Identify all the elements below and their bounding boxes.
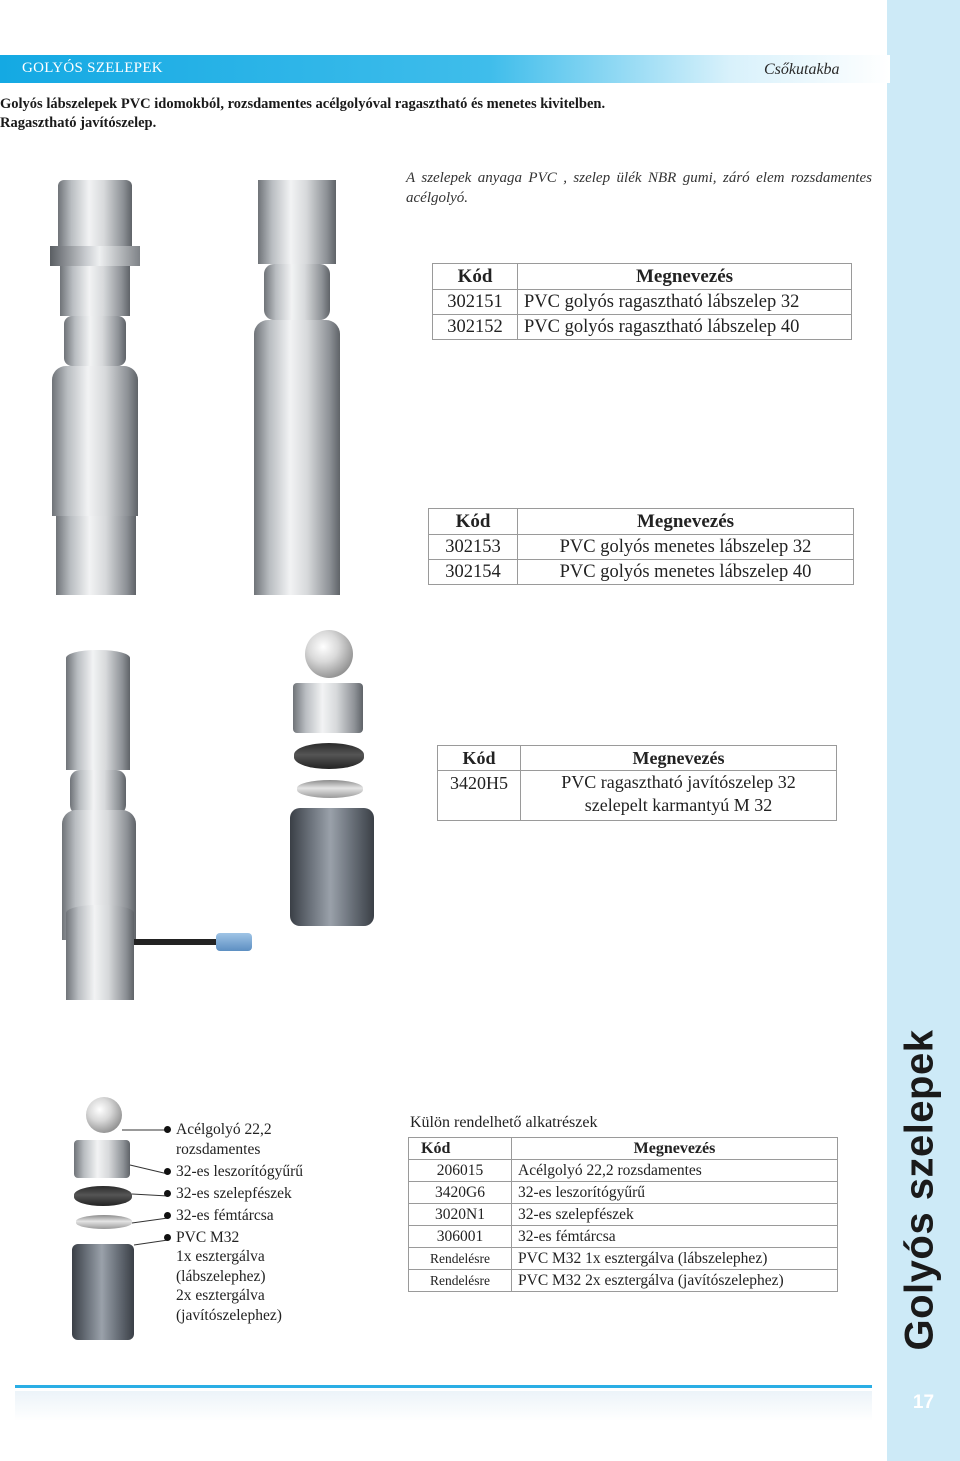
table-row — [409, 1204, 838, 1226]
list-image-steel-ball — [86, 1097, 122, 1133]
spare-code: 306001 — [409, 1226, 512, 1248]
table1-header-name: Megnevezés — [518, 264, 852, 290]
part-sub-label: 2x esztergálva — [176, 1287, 265, 1304]
spare-header-code: Kód — [409, 1138, 512, 1160]
table2-code: 302154 — [429, 560, 518, 585]
section-side-label: Golyós szelepek — [897, 1029, 942, 1351]
spare-name: 32-es szelepfészek — [512, 1204, 838, 1226]
list-item — [164, 1184, 364, 1204]
spare-name: PVC M32 1x esztergálva (lábszelephez) — [512, 1248, 838, 1270]
table-row — [409, 1182, 838, 1204]
table-row — [409, 1226, 838, 1248]
product-image-glued-foot-valve — [50, 180, 140, 595]
image-steel-ball — [305, 630, 353, 678]
spare-header-name: Megnevezés — [512, 1138, 838, 1160]
image-pipe-with-probe — [66, 905, 256, 1000]
spare-parts-title: Külön rendelhető alkatrészek — [410, 1114, 598, 1131]
image-pvc-m32 — [290, 808, 374, 926]
list-item — [164, 1162, 364, 1182]
table-row — [429, 535, 854, 560]
list-item — [164, 1120, 364, 1159]
part-sub-label: rozsdamentes — [176, 1140, 261, 1158]
table-row — [409, 1270, 838, 1292]
list-item — [164, 1206, 364, 1226]
part-label: 32-es fémtárcsa — [164, 1206, 364, 1226]
header-title: GOLYÓS SZELEPEK — [22, 60, 163, 76]
product-image-threaded-foot-valve — [252, 180, 342, 595]
table3-name — [521, 771, 837, 821]
product-image-repair-valve — [60, 650, 140, 940]
spare-name: 32-es fémtárcsa — [512, 1226, 838, 1248]
part-label: 32-es szelepfészek — [164, 1184, 364, 1204]
spare-code: Rendelésre — [409, 1248, 512, 1270]
table1-code: 302151 — [433, 290, 518, 315]
product-table-threaded — [428, 508, 854, 585]
intro-line-2: Ragasztható javítószelep. — [0, 115, 157, 131]
table2-name: PVC golyós menetes lábszelep 32 — [518, 535, 854, 560]
table-row — [409, 1160, 838, 1182]
table2-header-code: Kód — [429, 509, 518, 535]
spare-name: Acélgolyó 22,2 rozsdamentes — [512, 1160, 838, 1182]
header-category: Csőkutakba — [764, 61, 840, 78]
table2-header-name: Megnevezés — [518, 509, 854, 535]
table-row — [409, 1248, 838, 1270]
table-row — [433, 290, 852, 315]
part-label: Acélgolyó 22,2 — [164, 1120, 364, 1140]
footer-shadow — [15, 1391, 872, 1421]
intro-line-1: Golyós lábszelepek PVC idomokból, rozsdamentes acélgolyóval ragasztható és menetes kivitelben. — [0, 96, 606, 112]
spare-code: 3020N1 — [409, 1204, 512, 1226]
table1-name: PVC golyós ragasztható lábszelep 32 — [518, 290, 852, 315]
list-item — [164, 1228, 364, 1326]
intro-text — [0, 95, 605, 133]
part-label: 32-es leszorítógyűrű — [164, 1162, 364, 1182]
part-sub-label: (lábszelephez) — [176, 1267, 266, 1285]
spare-code: 206015 — [409, 1160, 512, 1182]
table-row — [438, 771, 837, 821]
product-table-glued — [432, 263, 852, 340]
table3-header-name: Megnevezés — [521, 746, 837, 771]
part-label: PVC M32 — [164, 1228, 364, 1248]
spare-code: 3420G6 — [409, 1182, 512, 1204]
product-table-repair-valve — [437, 745, 837, 821]
parts-list — [164, 1120, 364, 1328]
footer-line — [15, 1385, 872, 1388]
spare-parts-table — [408, 1137, 838, 1292]
part-sub-label: 1x esztergálva — [176, 1248, 265, 1265]
table3-code: 3420H5 — [438, 771, 521, 821]
table3-header-code: Kód — [438, 746, 521, 771]
list-image-pvc-m32 — [72, 1244, 134, 1340]
spare-name: 32-es leszorítógyűrű — [512, 1182, 838, 1204]
image-metal-disc — [297, 780, 363, 798]
table1-code: 302152 — [433, 315, 518, 340]
page-number: 17 — [912, 1392, 935, 1413]
table3-name-line-1: PVC ragasztható javítószelep 32 — [561, 772, 796, 792]
spare-code: Rendelésre — [409, 1270, 512, 1292]
table3-name-line-2: szelepelt karmantyú M 32 — [584, 795, 773, 815]
table-row — [433, 315, 852, 340]
table1-header-code: Kód — [433, 264, 518, 290]
table1-name: PVC golyós ragasztható lábszelep 40 — [518, 315, 852, 340]
image-clamp-ring — [293, 683, 363, 733]
image-valve-seat — [294, 743, 364, 769]
part-sub-label: (javítószelephez) — [176, 1306, 282, 1324]
spare-name: PVC M32 2x esztergálva (javítószelephez) — [512, 1270, 838, 1292]
table2-name: PVC golyós menetes lábszelep 40 — [518, 560, 854, 585]
table-row — [429, 560, 854, 585]
table2-code: 302153 — [429, 535, 518, 560]
material-note: A szelepek anyaga PVC , szelep ülék NBR gumi, záró elem rozsdamentes acélgolyó. — [406, 170, 872, 206]
